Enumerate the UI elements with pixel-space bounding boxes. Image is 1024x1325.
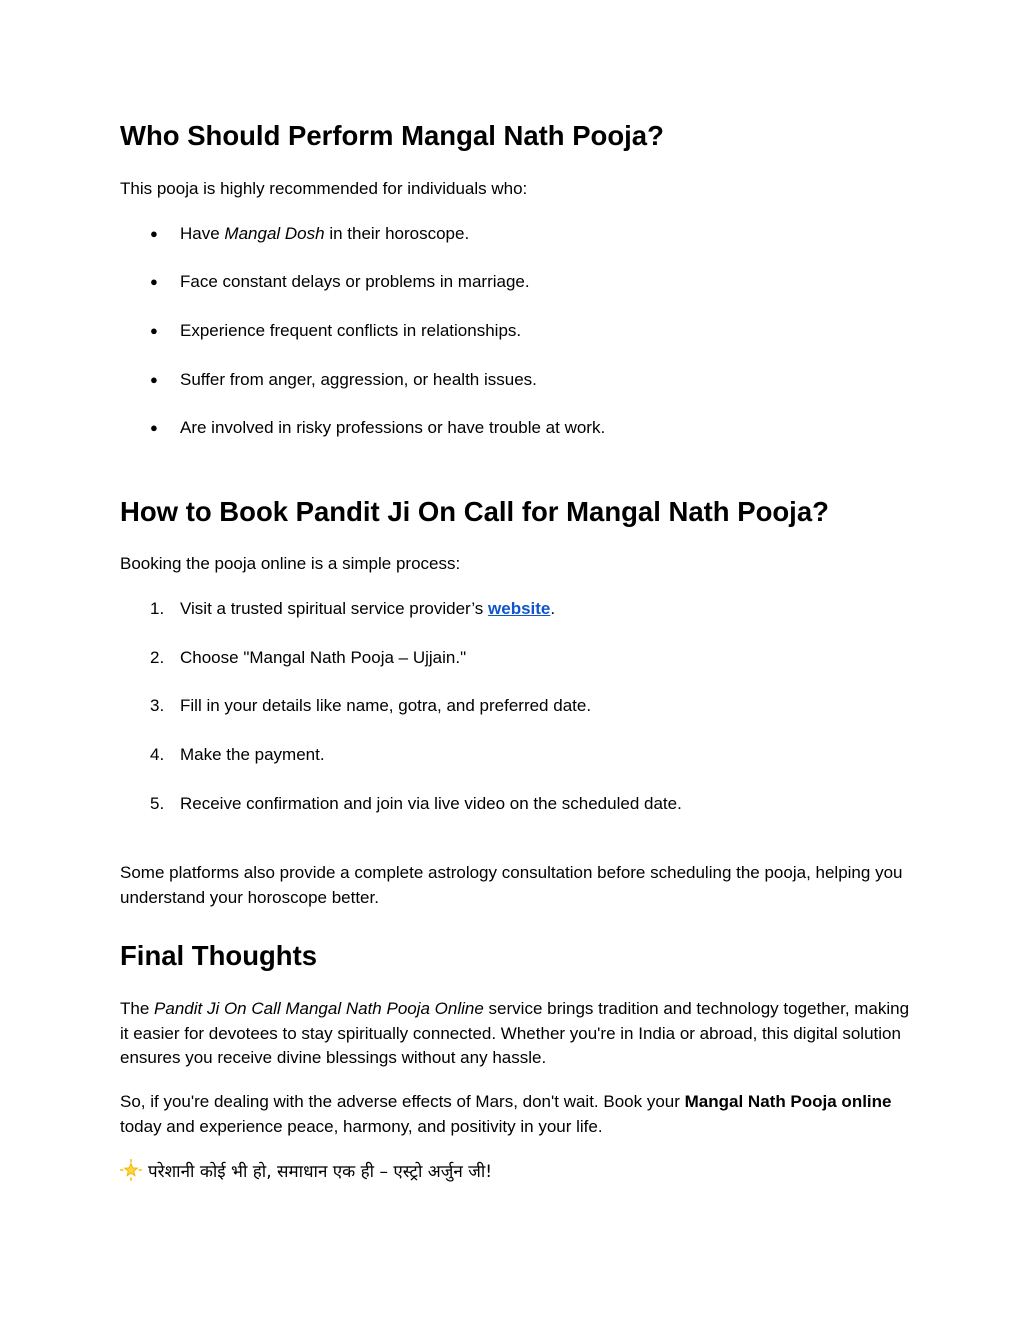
final-thoughts-paragraph-2: So, if you're dealing with the adverse effects of Mars, don't wait. Book your Mangal Nath Pooja online today and experience peace, harmony, and positivity in your life. (120, 1092, 892, 1136)
numbered-step: 4. Make the payment. (150, 743, 325, 767)
website-link[interactable]: website (488, 599, 551, 618)
list-item: ● Experience frequent conflicts in relationships. (150, 319, 521, 344)
intro-who-should-perform: This pooja is highly recommended for individuals who: (120, 179, 528, 198)
bullet-marker: ● (150, 372, 158, 387)
glowing-star-icon (120, 1159, 142, 1181)
step-number: 2. (150, 648, 165, 667)
step-number: 3. (150, 696, 165, 715)
list-item: ● Face constant delays or problems in marriage. (150, 270, 530, 295)
mangal-nath-pooja-online-bold: Mangal Nath Pooja online (684, 1092, 892, 1111)
bullet-marker: ● (150, 226, 158, 241)
hindi-tagline: परेशानी कोई भी हो, समाधान एक ही – एस्ट्रो अर्जुन जी! (120, 1159, 910, 1185)
numbered-step: 1. Visit a trusted spiritual service provider’s website. (150, 597, 555, 621)
heading-final-thoughts: Final Thoughts (120, 940, 318, 971)
mangal-dosh-emphasis: Mangal Dosh (224, 224, 325, 243)
final-thoughts-paragraph-1: The Pandit Ji On Call Mangal Nath Pooja Online service brings tradition and technology together, making it easier for devotees to stay spiritually connected. Whether you're in India or abroad, this digital solution ensures you receive divine blessings without any hassle. (120, 999, 910, 1067)
numbered-step: 3. Fill in your details like name, gotra, and preferred date. (150, 694, 591, 718)
bullet-marker: ● (150, 420, 158, 435)
step-number: 4. (150, 745, 165, 764)
bullet-marker: ● (150, 274, 158, 289)
list-item: ● Suffer from anger, aggression, or health issues. (150, 368, 537, 393)
numbered-step: 2. Choose "Mangal Nath Pooja – Ujjain." (150, 646, 466, 670)
astrology-consultation-note: Some platforms also provide a complete astrology consultation before scheduling the pooja, helping you understand your horoscope better. (120, 863, 903, 907)
list-item: ● Have Mangal Dosh in their horoscope. (150, 222, 469, 247)
bullet-marker: ● (150, 323, 158, 338)
step-number: 1. (150, 599, 165, 618)
heading-how-to-book: How to Book Pandit Ji On Call for Mangal Nath Pooja? (120, 496, 829, 527)
intro-how-to-book: Booking the pooja online is a simple process: (120, 554, 461, 573)
step-number: 5. (150, 794, 165, 813)
service-name-emphasis: Pandit Ji On Call Mangal Nath Pooja Online (154, 999, 484, 1018)
list-item: ● Are involved in risky professions or have trouble at work. (150, 416, 605, 441)
heading-who-should-perform: Who Should Perform Mangal Nath Pooja? (120, 120, 664, 151)
numbered-step: 5. Receive confirmation and join via live video on the scheduled date. (150, 792, 682, 816)
